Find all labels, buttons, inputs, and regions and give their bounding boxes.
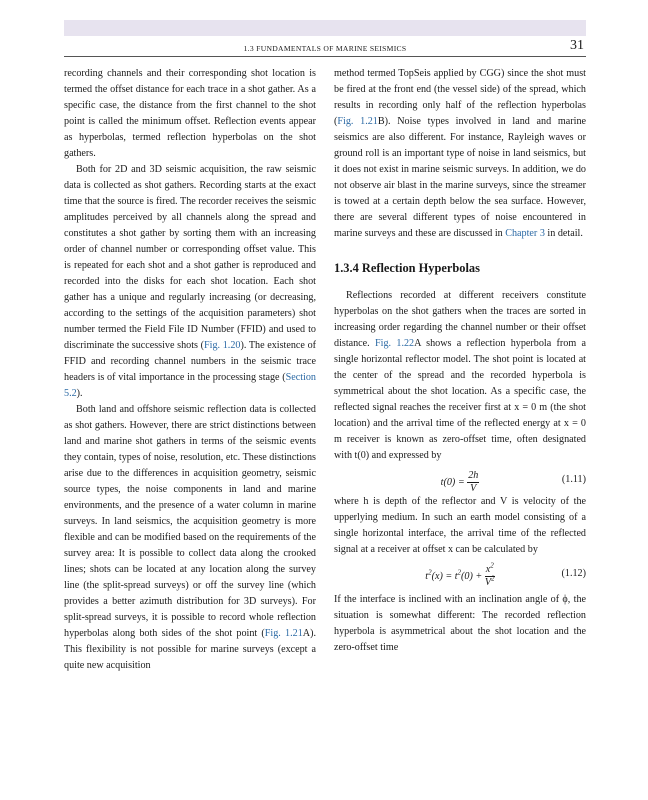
paragraph: recording channels and their corresponding shot location is termed the offset distance for each trace in a shot gather. As a specific case, the distance from the first channel to the shot point is called the minimum offset. Reflection events appear as hyperbolas, termed reflection hyperbolas on the shot gathers. xyxy=(64,68,316,159)
left-column xyxy=(64,66,316,674)
page-number: 31 xyxy=(570,38,584,53)
paragraph: method termed TopSeis applied by CGG) since the shot must be fired at the front end (the vessel side) of the spread, which results in recording only half of the reflection hyperbolas (Fig. 1.21B). Noise types involved in land and marine seismics are also different. For instance, Rayleigh waves or ground roll is an important type of noise in land seismics, but it does not exist in marine seismic surveys. In addition, we do not observe air blast in the marine surveys, since the streamer is towed at a certain depth below the sea surface. However, there are several different types of noise encountered in marine surveys and these are discussed in Chapter 3 in detail. xyxy=(334,68,586,239)
equation-number: (1.12) xyxy=(561,568,586,579)
right-column xyxy=(334,66,586,656)
figure-link[interactable]: Fig. 1.22 xyxy=(375,338,415,349)
figure-link[interactable]: Fig. 1.21 xyxy=(337,116,378,127)
running-title: 1.3 FUNDAMENTALS OF MARINE SEISMICS xyxy=(243,44,407,53)
paragraph: If the interface is inclined with an inclination angle of ϕ, the situation is somewhat different: The recorded reflection hyperbola is asymmetrical about the shot location and the zero-offset time xyxy=(334,594,586,653)
paragraph: Reflections recorded at different receivers constitute hyperbolas on the shot gathers when the traces are sorted in increasing order regarding the channel number or their offset distance. Fig. 1.22A shows a reflection hyperbola from a single horizontal reflector model. The shot point is located at the center of the spread and the recorded hyperbola is symmetrical about the shot location. As a specific case, the reflected signal reaches the receiver first at x = 0 m (the shot location) and the arrival time of the reflected energy at x = 0 m receiver is known as zero-offset time, often designated with t(0) and expressed by xyxy=(334,290,586,461)
figure-link[interactable]: Fig. 1.21 xyxy=(264,628,303,639)
page-header xyxy=(64,36,586,57)
section-heading: 1.3.4 Reflection Hyperbolas xyxy=(334,261,480,275)
paragraph: where h is depth of the reflector and V is velocity of the upperlying medium. In such an earth model consisting of a single horizontal interface, the arrival time of the reflected signal at a receiver at offset x can be calculated by xyxy=(334,496,586,555)
figure-link[interactable]: Fig. 1.20 xyxy=(204,340,241,351)
paragraph: Both for 2D and 3D seismic acquisition, the raw seismic data is collected as shot gathers. Recording starts at the exact time that the source is fired. The recorder receives the seismic amplitudes perceived by all channels along the spread and constitutes a shot gather by sorting them with an increasing order of channel number or corresponding offset value. This is repeated for each shot and a shot gather is reproduced and recorded into the disks for each shot location. Each shot gather has a unique and regularly increasing (or decreasing, according to the settings of the acquisition parameters) shot number termed the Field File ID Number (FFID) and used to discriminate the successive shots (Fig. 1.20). The existence of FFID and recording channel numbers in the seismic trace headers is of vital importance in the processing stage (Section 5.2). xyxy=(64,164,317,399)
equation-1-12: $t^2(x) = t^2(0)$ + $\frac{x^2}{V^2}$ (1.12) xyxy=(425,561,586,588)
paragraph: Both land and offshore seismic reflection data is collected as shot gathers. However, there are strict distinctions between land and marine shot gathers in terms of the seismic events they contain, types of noise, resolution, etc. These distinctions arise due to the differences in acquisition geometry, seismic source types, the noise components in land and marine environments, and the presence of a water column in marine surveys. In land seismics, the acquisition geometry is more flexible and can be modified based on the requirements of the survey area: It is possible to collect data along the crooked lines; shots can be located at any location along the survey line (the split-spread surveys) or off the survey line (which provides a better azimuth distribution for 3D surveys). For split-spread surveys, it is possible to record whole reflection hyperbolas along both sides of the shot point (Fig. 1.21A). This flexibility is not possible for marine surveys (except a quite new acquisition xyxy=(64,404,316,671)
fraction: $\frac{2h}{V}$ xyxy=(468,470,479,494)
equation-number: (1.11) xyxy=(561,474,586,485)
equation-1-11: t(0) = $\frac{2h}{V}$ (1.11) xyxy=(440,470,586,494)
header-band xyxy=(64,20,586,36)
fraction: $\frac{x^2}{V^2}$ xyxy=(484,561,495,588)
chapter-link[interactable]: Chapter 3 xyxy=(505,228,545,239)
section-link[interactable]: Section 5.2 xyxy=(64,372,316,399)
